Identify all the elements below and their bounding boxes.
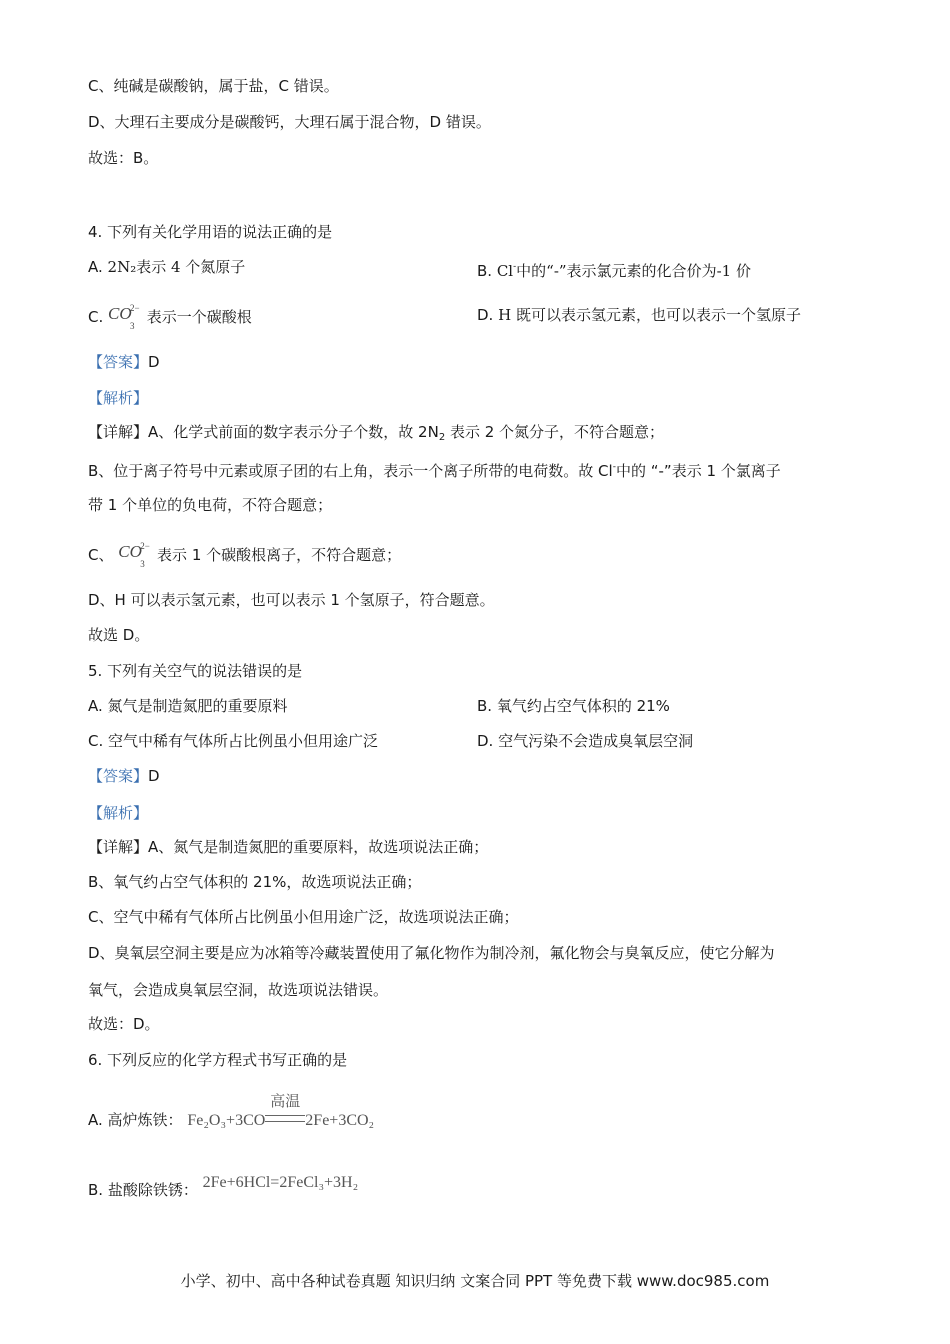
q6-option-a (88, 1092, 375, 1133)
q5-detail-c: C、空气中稀有气体所占比例虽小但用途广泛，故选项说法正确； (88, 908, 519, 926)
q5-option-a: A. 氮气是制造氮肥的重要原料 (88, 697, 288, 715)
footer-promo: 小学、初中、高中各种试卷真题 知识归纳 文案合同 PPT 等免费下载 www.doc985.com (180, 1272, 770, 1290)
q4-detail-d: D、H 可以表示氢元素，也可以表示 1 个氢原子，符合题意。 (88, 591, 495, 609)
q4-option-b-ion: Cl (496, 262, 514, 280)
q4-detail-b-line2: 带 1 个单位的负电荷，不符合题意； (88, 496, 333, 514)
q4-detail-a: 【详解】A、化学式前面的数字表示分子个数，故 $2N_2$ 表示 2 个氮分子，不符合题意； (88, 423, 665, 443)
detail-tag: 【详解】 (88, 838, 149, 856)
q4-option-a-text: 2N₂表示 4 个氮原子 (107, 258, 246, 276)
q4-option-b-charge: - (513, 262, 517, 272)
q4-option-c-text: 表示一个碳酸根 (146, 308, 252, 326)
q4-option-b-label: B. (477, 262, 497, 280)
q6-option-b-label: B. 盐酸除铁锈： (88, 1181, 198, 1199)
q4-stem: 4. 下列有关化学用语的说法正确的是 (88, 223, 333, 241)
q4-option-b-text: 中的“-”表示氯元素的化合价为-1 价 (516, 262, 751, 280)
carbonate-formula: CO 2− 3 (118, 541, 150, 569)
q5-option-d: D. 空气污染不会造成臭氧层空洞 (477, 732, 694, 750)
q4-option-c-label: C. (88, 308, 109, 326)
q4-option-b (477, 257, 751, 281)
reaction-condition: 高温 (270, 1092, 301, 1110)
q5-detail-d-line2: 氧气，会造成臭氧层空洞，故选项说法错误。 (88, 981, 389, 999)
q4-detail-b-line1: B、位于离子符号中元素或原子团的右上角，表示一个离子所带的电荷数。故 Cl-中的 “-”表示 1 个氯离子 (88, 462, 781, 480)
answer-tag: 【答案】 (88, 767, 149, 785)
q6-option-a-label: A. 高炉炼铁： (88, 1111, 183, 1129)
prev-option-d-explanation: D、大理石主要成分是碳酸钙，大理石属于混合物，D 错误。 (88, 113, 491, 131)
q5-answer (88, 766, 160, 786)
q4-option-d-label: D. (477, 306, 499, 324)
q5-stem: 5. 下列有关空气的说法错误的是 (88, 662, 303, 680)
q4-option-a-label: A. (88, 258, 108, 276)
detail-tag: 【详解】 (88, 423, 149, 441)
q5-conclusion: 故选：D。 (88, 1015, 160, 1033)
q5-detail-b: B、氧气约占空气体积的 21%，故选项说法正确； (88, 873, 422, 891)
q5-detail-d-line1: D、臭氧层空洞主要是应为冰箱等冷藏装置使用了氟化物作为制冷剂，氟化物会与臭氧反应，使它分解为 (88, 944, 775, 962)
q5-detail-a: 【详解】A、氮气是制造氮肥的重要原料，故选项说法正确； (88, 838, 489, 856)
q5-analysis-tag: 【解析】 (88, 804, 149, 822)
q4-option-d-text: H 既可以表示氢元素，也可以表示一个氢原子 (498, 306, 801, 324)
q4-option-d (477, 305, 801, 325)
q4-detail-c: C、 CO 2− 3 表示 1 个碳酸根离子，不符合题意； (88, 541, 402, 569)
prev-conclusion: 故选：B。 (88, 149, 159, 167)
q6-option-b-equation: 2Fe+6HCl=2FeCl₃+3H₂ (202, 1174, 359, 1191)
prev-option-c-explanation: C、纯碱是碳酸钠，属于盐，C 错误。 (88, 77, 339, 95)
answer-tag: 【答案】 (88, 353, 149, 371)
q5-option-c: C. 空气中稀有气体所占比例虽小但用途广泛 (88, 732, 379, 750)
q4-answer (88, 352, 160, 372)
q4-answer-value: D (148, 353, 160, 371)
q4-option-c (88, 302, 252, 331)
q6-option-a-equation: Fe₂O₃+3CO 高温 2Fe+3CO₂ (187, 1092, 375, 1129)
q5-answer-value: D (148, 767, 160, 785)
q4-option-a (88, 257, 245, 277)
q4-conclusion: 故选 D。 (88, 626, 150, 644)
q4-analysis-tag: 【解析】 (88, 389, 149, 407)
q5-option-b: B. 氧气约占空气体积的 21% (477, 697, 670, 715)
q6-stem: 6. 下列反应的化学方程式书写正确的是 (88, 1051, 348, 1069)
q6-option-b (88, 1174, 359, 1201)
carbonate-formula: CO 2− 3 (108, 303, 140, 331)
